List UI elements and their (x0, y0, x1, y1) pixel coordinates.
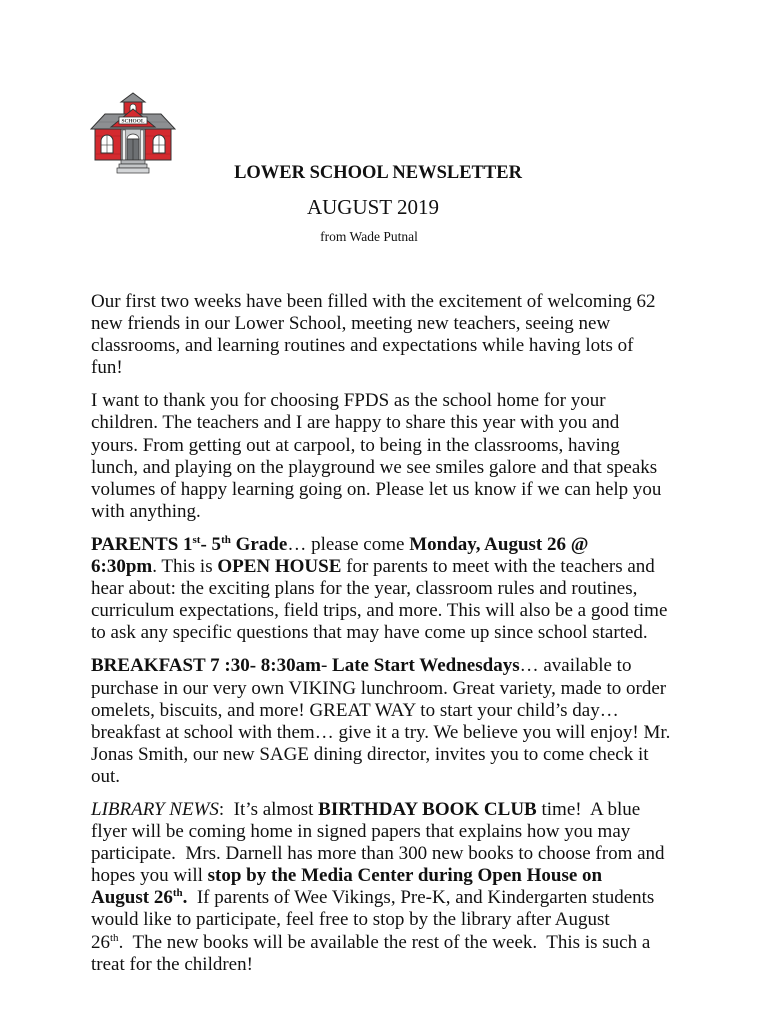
body-text: time! A blue (536, 798, 641, 820)
superscript-text: th (110, 931, 119, 944)
text-line (91, 501, 731, 523)
body-text: volumes of happy learning going on. Please let us know if we can help you (91, 478, 662, 500)
school-sign-text: SCHOOL (121, 118, 145, 125)
body-text: . This is (152, 556, 218, 578)
paragraph-thank-you (91, 390, 731, 523)
body-text: . The new books will be available the rest of the week. This is such a (118, 931, 651, 953)
bold-text: BIRTHDAY BOOK CLUB (318, 798, 537, 820)
text-line (91, 766, 731, 788)
body-text: : It’s almost (218, 798, 319, 820)
text-line (91, 357, 731, 379)
body-text: new friends in our Lower School, meeting new teachers, seeing new (91, 313, 611, 335)
bold-text: stop by the Media Center during Open House on (207, 865, 603, 887)
body-text: breakfast at school with them… give it a try. We believe you will enjoy! Mr. (91, 721, 671, 743)
bold-text: - 5 (200, 533, 222, 555)
text-line (91, 722, 731, 744)
body-text: yours. From getting out at carpool, to being in the classrooms, having (91, 434, 620, 456)
body-text: with anything. (91, 500, 201, 522)
bold-text: August 26 (91, 887, 173, 909)
text-line (91, 744, 731, 766)
body-text: Jonas Smith, our new SAGE dining director, invites you to come check it (91, 743, 649, 765)
text-line (91, 821, 731, 843)
body-text: hear about: the exciting plans for the year, classroom rules and routines, (91, 578, 638, 600)
text-line (91, 678, 731, 700)
text-line (91, 435, 731, 457)
newsletter-title: LOWER SCHOOL NEWSLETTER (234, 163, 522, 183)
paragraph-library-news (91, 799, 731, 976)
bold-text: PARENTS 1 (91, 533, 193, 555)
text-line (91, 457, 731, 479)
bold-text: Monday, August 26 @ (409, 533, 589, 555)
text-line (91, 534, 731, 556)
text-line (91, 335, 731, 357)
body-text: purchase in our very own VIKING lunchroom. Great variety, made to order (91, 677, 667, 699)
bold-text: BREAKFAST 7 :30- 8:30am (91, 655, 321, 677)
text-line (91, 954, 731, 976)
text-line (91, 622, 731, 644)
text-line (91, 887, 731, 909)
text-line (91, 578, 731, 600)
text-line (91, 932, 731, 954)
superscript-text: st (192, 533, 201, 546)
bold-text: Late Start Wednesdays (332, 655, 520, 677)
body-text: … available to (519, 655, 632, 677)
superscript-text: th (172, 887, 183, 900)
text-line (91, 655, 731, 677)
text-line (91, 909, 731, 931)
body-text: hopes you will (91, 865, 208, 887)
body-text: to ask any specific questions that may have come up since school started. (91, 622, 648, 644)
newsletter-issue-date: AUGUST 2019 (306, 195, 440, 219)
text-line (91, 291, 731, 313)
paragraph-welcome (91, 291, 731, 379)
body-text: fun! (91, 357, 123, 379)
body-text: If parents of Wee Vikings, Pre-K, and Kindergarten students (187, 887, 655, 909)
text-line (91, 313, 731, 335)
bold-text: Grade (230, 533, 288, 555)
body-text: children. The teachers and I are happy to share this year with you and (91, 412, 620, 434)
text-line (91, 390, 731, 412)
bold-text: . (182, 887, 188, 909)
text-line (91, 600, 731, 622)
text-line (91, 843, 731, 865)
body-text: participate. Mrs. Darnell has more than 300 new books to choose from and (91, 843, 665, 865)
body-text: for parents to meet with the teachers and (341, 556, 655, 578)
body-text: curriculum expectations, field trips, and more. This will also be a good time (91, 600, 668, 622)
body-text: classrooms, and learning routines and expectations while having lots of (91, 335, 634, 357)
body-text: Our first two weeks have been filled with the excitement of welcoming 62 (91, 291, 656, 312)
body-text: 26 (91, 931, 110, 953)
paragraph-open-house (91, 534, 731, 644)
text-line (91, 479, 731, 501)
body-text: I want to thank you for choosing FPDS as the school home for your (91, 390, 606, 412)
text-line (91, 412, 731, 434)
body-text: lunch, and playing on the playground we see smiles galore and that speaks (91, 456, 658, 478)
body-text: would like to participate, feel free to stop by the library after August (91, 909, 610, 931)
body-text: treat for the children! (91, 953, 253, 975)
bold-text: OPEN HOUSE (217, 556, 342, 578)
body-text: flyer will be coming home in signed papers that explains how you may (91, 821, 631, 843)
newsletter-byline: from Wade Putnal (320, 229, 418, 244)
body-text: - (320, 655, 333, 677)
superscript-text: th (221, 533, 231, 546)
text-line (91, 865, 731, 887)
italic-text: LIBRARY NEWS (91, 798, 219, 820)
body-text: out. (91, 765, 121, 787)
bold-text: 6:30pm (91, 556, 153, 578)
body-text: … please come (287, 533, 410, 555)
newsletter-body (91, 291, 731, 987)
text-line (91, 556, 731, 578)
paragraph-breakfast (91, 655, 731, 788)
text-line (91, 700, 731, 722)
body-text: omelets, biscuits, and more! GREAT WAY to start your child’s day… (91, 699, 619, 721)
text-line (91, 799, 731, 821)
